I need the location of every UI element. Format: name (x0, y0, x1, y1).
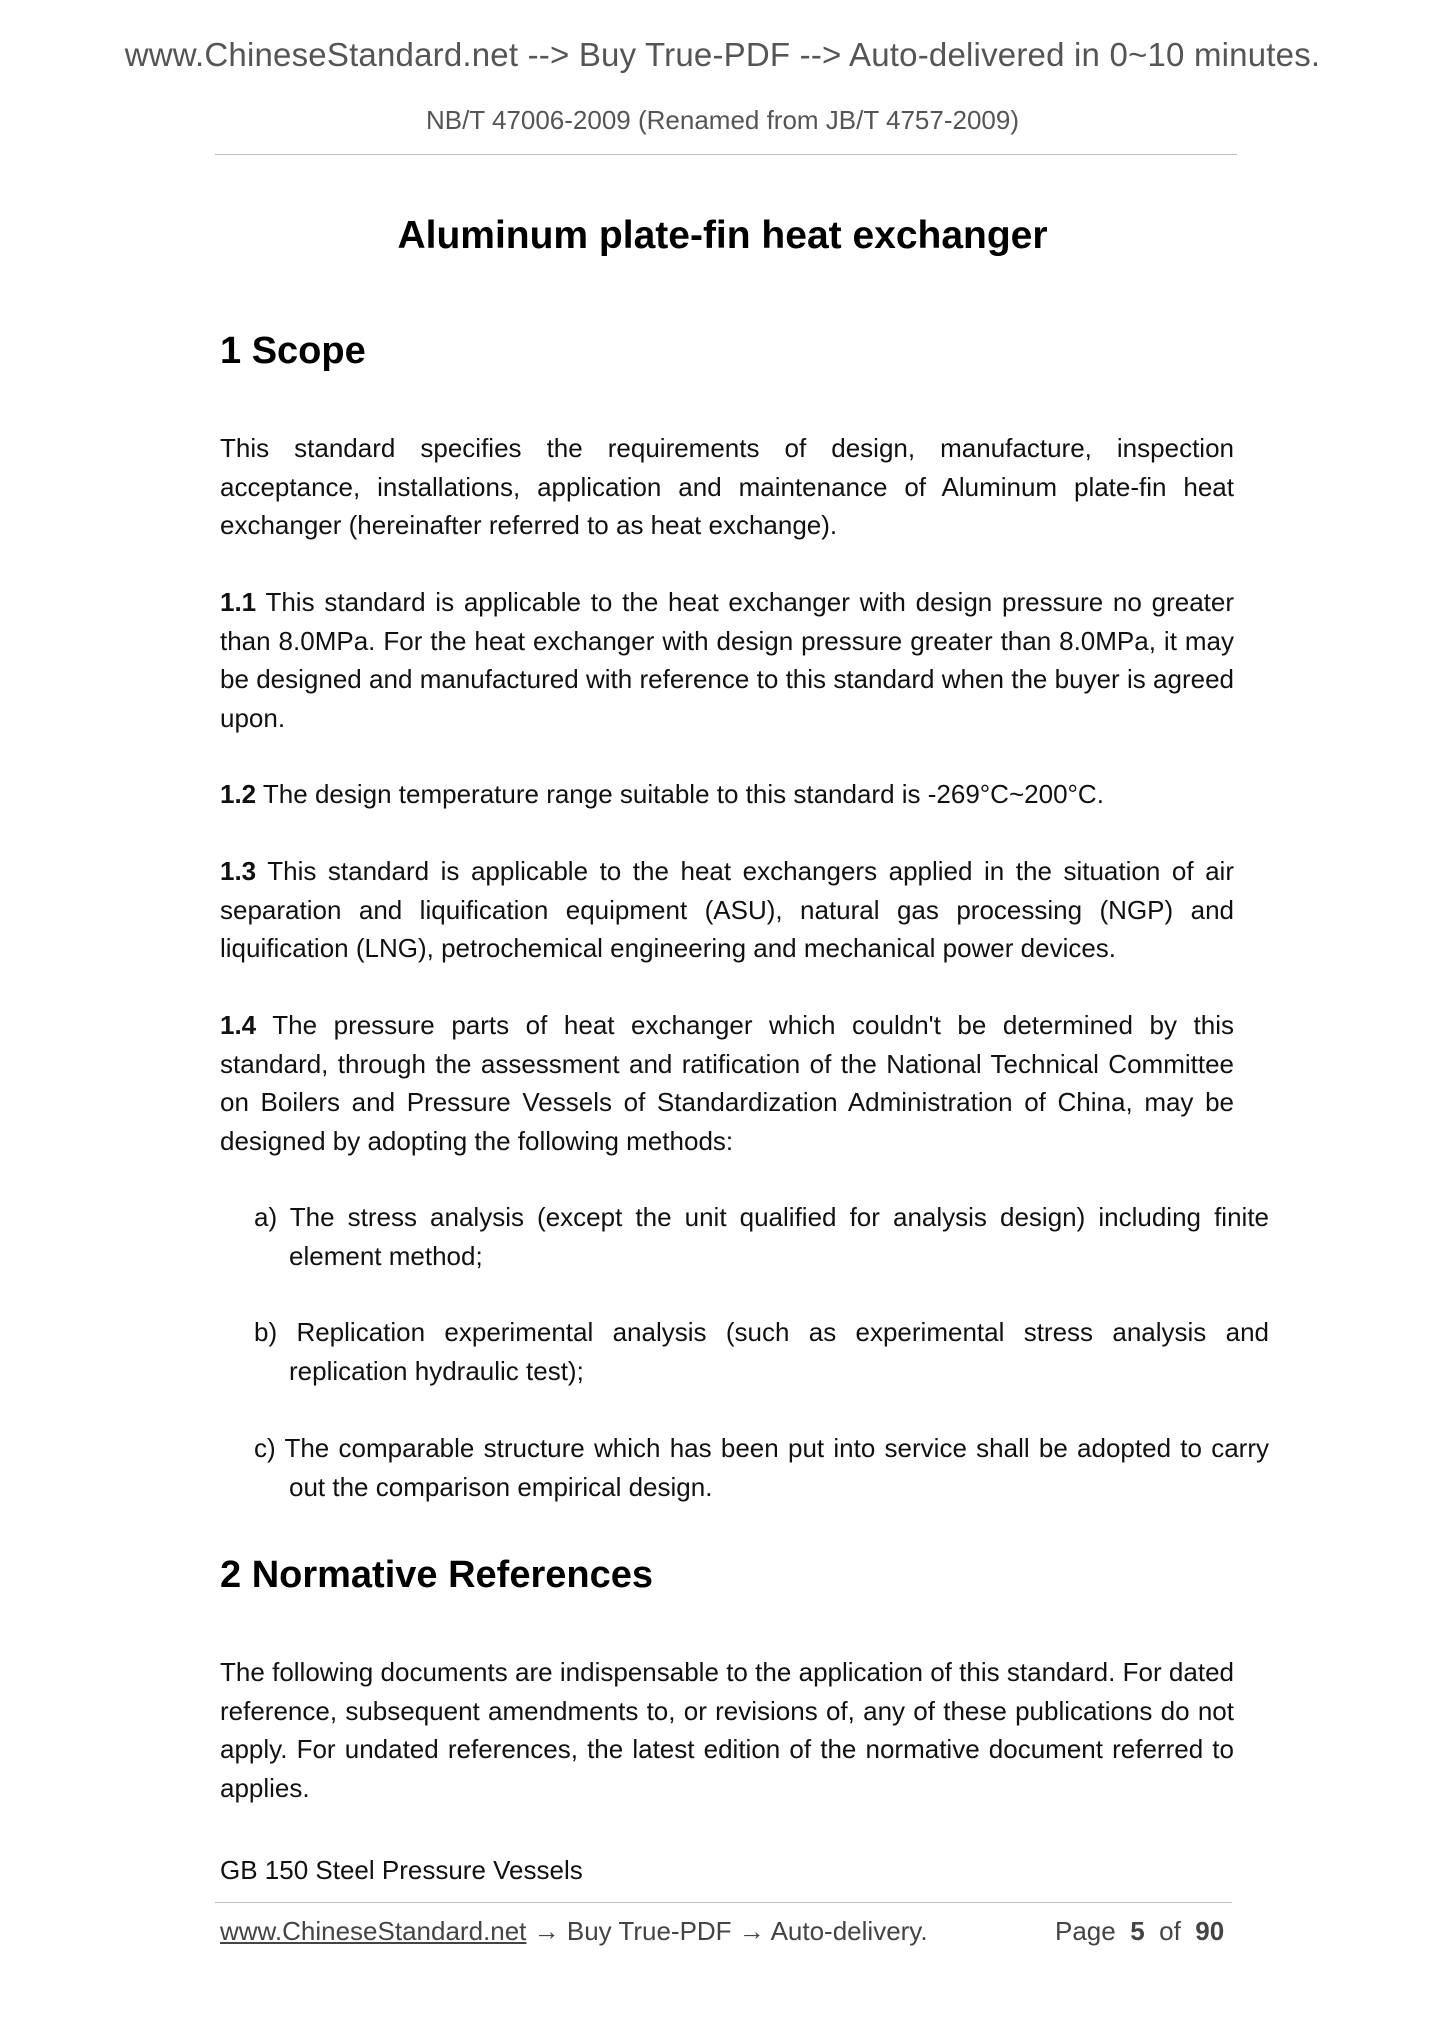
method-item-c: c) The comparable structure which has been put into service shall be adopted to carry out the comparison empirical design. (254, 1433, 1269, 1502)
normative-intro: The following documents are indispensable to the application of this standard. For dated reference, subsequent amendments to, or revisions of, any of these publications do not apply. For undated references, the latest edition of the normative document referred to applies. (220, 1657, 1234, 1803)
document-title: Aluminum plate-fin heat exchanger (397, 214, 1048, 257)
footer-left (220, 1916, 928, 1947)
clause-1-2 (220, 775, 1234, 814)
page-total: 90 (1195, 1916, 1225, 1946)
clause-text: This standard is applicable to the heat exchangers applied in the situation of air separation and liquification equipment (ASU), natural gas processing (NGP) and liquification (LNG), petrochemical engineering and mechanical power devices. (220, 856, 1234, 963)
page-of: of (1159, 1916, 1181, 1946)
clause-1-1 (220, 583, 1234, 737)
reference-item: GB 150 Steel Pressure Vessels (220, 1855, 583, 1885)
clause-text: This standard is applicable to the heat exchanger with design pressure no greater than 8.0MPa. For the heat exchanger with design pressure greater than 8.0MPa, it may be designed and manufactured with reference to this standard when the buyer is agreed upon. (220, 587, 1234, 733)
section-2-heading: 2 Normative References (220, 1554, 653, 1596)
clause-1-3 (220, 852, 1234, 968)
clause-text: The pressure parts of heat exchanger which couldn't be determined by this standard, through the assessment and ratification of the National Technical Committee on Boilers and Pressure Vessels of Standardization Administration of China, may be designed by adopting the following methods: (220, 1010, 1234, 1156)
header-rule (215, 154, 1237, 155)
page-number (1055, 1916, 1224, 1947)
clause-number: 1.1 (220, 587, 257, 617)
footer-tagline: → Buy True-PDF → Auto-delivery. (526, 1916, 928, 1946)
footer-link[interactable]: www.ChineseStandard.net (220, 1916, 527, 1946)
page-current: 5 (1130, 1916, 1145, 1946)
clause-number: 1.3 (220, 856, 257, 886)
clause-1-4 (220, 1006, 1234, 1160)
footer-rule (215, 1902, 1232, 1903)
clause-text: The design temperature range suitable to this standard is -269°C~200°C. (262, 779, 1104, 809)
scope-intro: This standard specifies the requirements of design, manufacture, inspection acceptance, installations, application and maintenance of Aluminum plate-fin heat exchanger (hereinafter referred to as heat exchange). (220, 433, 1234, 540)
top-banner: www.ChineseStandard.net --> Buy True-PDF --> Auto-delivered in 0~10 minutes. (124, 36, 1321, 73)
standard-id: NB/T 47006-2009 (Renamed from JB/T 4757-2009) (425, 105, 1020, 135)
clause-number: 1.4 (220, 1010, 257, 1040)
page-label: Page (1055, 1916, 1116, 1946)
section-1-heading: 1 Scope (220, 330, 366, 372)
method-item-b: b) Replication experimental analysis (such as experimental stress analysis and replication hydraulic test); (254, 1317, 1269, 1386)
clause-number: 1.2 (220, 779, 257, 809)
method-item-a: a) The stress analysis (except the unit qualified for analysis design) including finite element method; (254, 1202, 1269, 1271)
